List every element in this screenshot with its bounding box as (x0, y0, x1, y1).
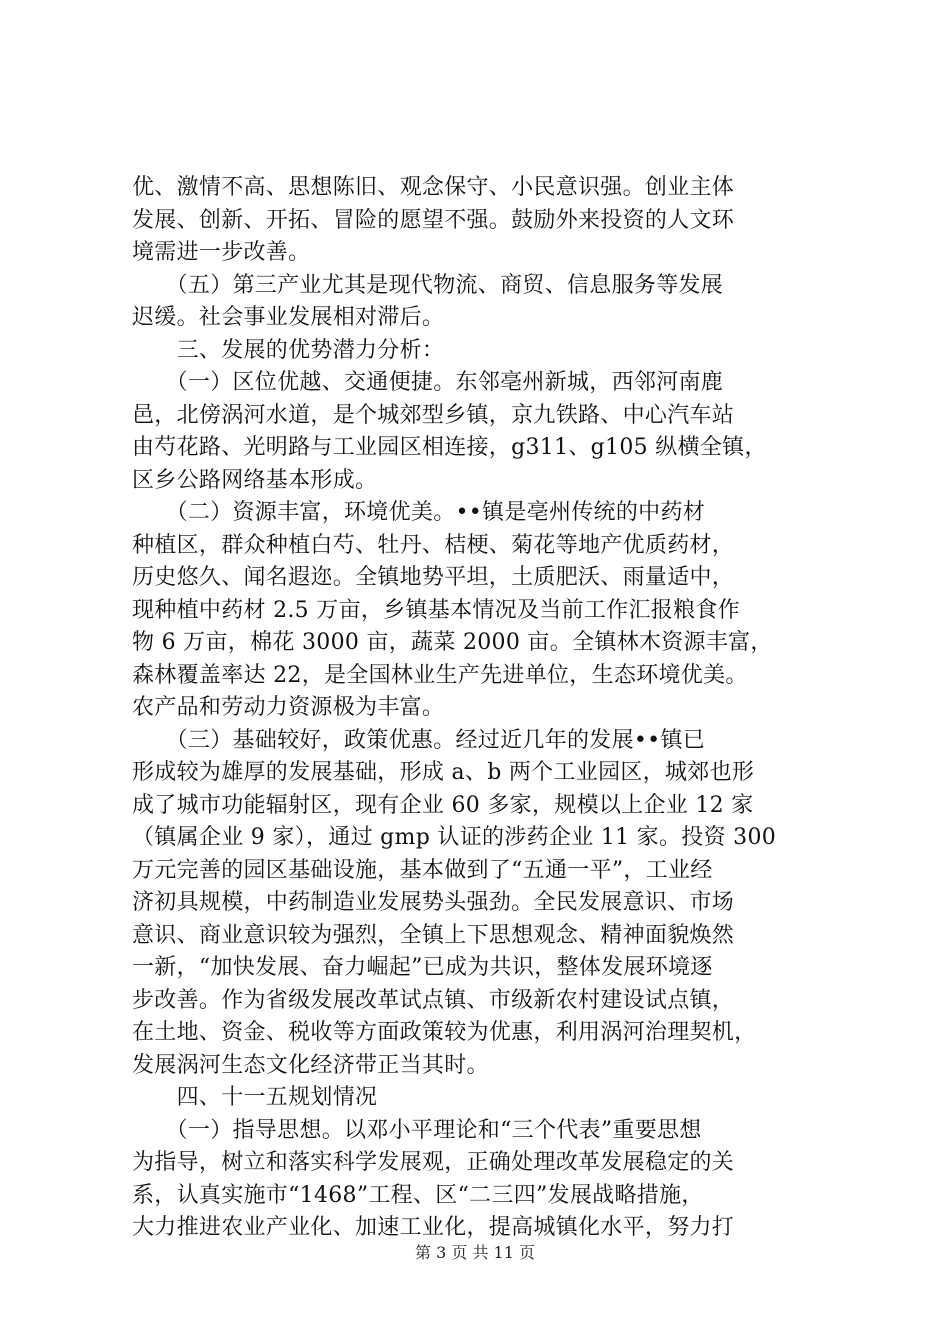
text-line: 四、十一五规划情况 (132, 1085, 378, 1110)
text-line: 济初具规模，中药制造业发展势头强劲。全民发展意识、市场 (132, 890, 735, 915)
text-line: 为指导，树立和落实科学发展观，正确处理改革发展稳定的关 (132, 1150, 735, 1175)
text-line: 优、激情不高、思想陈旧、观念保守、小民意识强。创业主体 (132, 175, 735, 200)
text-line: 万元完善的园区基础设施，基本做到了“五通一平”，工业经 (132, 857, 713, 883)
text-line: （五）第三产业尤其是现代物流、商贸、信息服务等发展 (132, 272, 724, 298)
text-line: 意识、商业意识较为强烈，全镇上下思想观念、精神面貌焕然 (132, 922, 735, 948)
text-line: （一）指导思想。以邓小平理论和“三个代表”重要思想 (132, 1117, 702, 1143)
text-line: 历史悠久、闻名遐迩。全镇地势平坦，土质肥沃、雨量适中， (132, 565, 735, 590)
text-line: 发展、创新、开拓、冒险的愿望不强。鼓励外来投资的人文环 (132, 207, 735, 233)
text-line: 成了城市功能辐射区，现有企业 60 多家，规模以上企业 12 家 (132, 792, 754, 818)
text-line: 在土地、资金、税收等方面政策较为优惠，利用涡河治理契机， (132, 1020, 757, 1045)
text-line: 迟缓。社会事业发展相对滞后。 (132, 305, 445, 330)
text-line: （镇属企业 9 家），通过 gmp 认证的涉药企业 11 家。投资 300 (132, 825, 777, 850)
text-line: （二）资源丰富，环境优美。••镇是亳州传统的中药材 (132, 500, 706, 525)
text-line: 物 6 万亩，棉花 3000 亩，蔬菜 2000 亩。全镇林木资源丰富， (132, 630, 773, 655)
text-line: 现种植中药材 2.5 万亩，乡镇基本情况及当前工作汇报粮食作 (132, 597, 740, 623)
body-text (132, 172, 832, 1245)
text-line: 形成较为雄厚的发展基础，形成 a、b 两个工业园区，城郊也形 (132, 760, 755, 785)
text-line: 发展涡河生态文化经济带正当其时。 (132, 1052, 489, 1078)
text-line: 森林覆盖率达 22，是全国林业生产先进单位，生态环境优美。 (132, 662, 748, 688)
text-line: 大力推进农业产业化、加速工业化，提高城镇化水平，努力打 (132, 1215, 735, 1240)
text-line: 步改善。作为省级发展改革试点镇、市级新农村建设试点镇， (132, 987, 735, 1013)
text-line: 境需进一步改善。 (132, 240, 311, 265)
text-line: 一新，“加快发展、奋力崛起”已成为共识，整体发展环境逐 (132, 955, 713, 980)
text-line: （一）区位优越、交通便捷。东邻亳州新城，西邻河南鹿 (132, 370, 724, 395)
text-line: 农产品和劳动力资源极为丰富。 (132, 695, 445, 720)
text-line: （三）基础较好，政策优惠。经过近几年的发展••镇已 (132, 727, 706, 753)
text-line: 邑，北傍涡河水道，是个城郊型乡镇，京九铁路、中心汽车站 (132, 402, 735, 428)
text-line: 由芍花路、光明路与工业园区相连接，g311、g105 纵横全镇， (132, 435, 767, 460)
text-line: 区乡公路网络基本形成。 (132, 467, 378, 493)
page-footer: 第 3 页 共 11 页 (415, 1243, 535, 1262)
text-line: 三、发展的优势潜力分析： (132, 337, 445, 363)
text-line: 种植区，群众种植白芍、牡丹、桔梗、菊花等地产优质药材， (132, 532, 735, 558)
text-line: 系，认真实施市“1468”工程、区“二三四”发展战略措施， (132, 1182, 704, 1208)
